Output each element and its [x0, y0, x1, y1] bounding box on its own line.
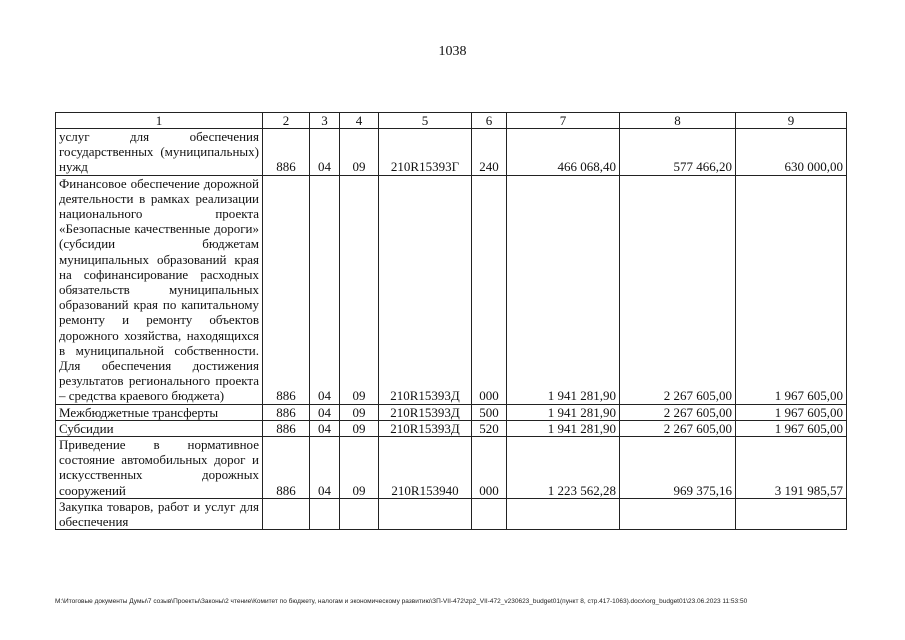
- row-name: Приведение в нормативное состояние автомобильных дорог и искусственных дорожных сооружений: [56, 437, 263, 499]
- row-amount-col9: [736, 498, 847, 529]
- row-ministry-code: 886: [263, 129, 310, 176]
- row-section: 04: [310, 420, 340, 436]
- row-amount-col7: 466 068,40: [507, 129, 620, 176]
- row-subsection: [340, 498, 379, 529]
- row-section: 04: [310, 437, 340, 499]
- row-section: [310, 498, 340, 529]
- row-amount-col8: 577 466,20: [620, 129, 736, 176]
- row-subsection: 09: [340, 129, 379, 176]
- col-header-8: 8: [620, 113, 736, 129]
- row-amount-col7: [507, 498, 620, 529]
- row-expense-type: 500: [472, 404, 507, 420]
- row-target-article: 210R15393Г: [379, 129, 472, 176]
- row-ministry-code: 886: [263, 175, 310, 404]
- col-header-1: 1: [56, 113, 263, 129]
- row-amount-col7: 1 223 562,28: [507, 437, 620, 499]
- row-name: Финансовое обеспечение дорожной деятельности в рамках реализации национального проекта «Безопасные качественные дороги» (субсидии бюджетам муниципальных образований края на софинансирование расходных обязательств муниципальных образований края по капитальному ремонту и ремонту объектов дорожного хозяйства, находящихся в муниципальной собственности. Для обеспечения достижения результатов регионального проекта – средства краевого бюджета): [56, 175, 263, 404]
- row-name: услуг для обеспечения государственных (муниципальных) нужд: [56, 129, 263, 176]
- col-header-7: 7: [507, 113, 620, 129]
- row-name: Субсидии: [56, 420, 263, 436]
- budget-table: [55, 112, 847, 530]
- row-ministry-code: [263, 498, 310, 529]
- row-subsection: 09: [340, 420, 379, 436]
- row-amount-col9: 1 967 605,00: [736, 175, 847, 404]
- row-expense-type: 000: [472, 175, 507, 404]
- row-expense-type: [472, 498, 507, 529]
- row-target-article: 210R15393Д: [379, 404, 472, 420]
- row-target-article: 210R153940: [379, 437, 472, 499]
- row-target-article: 210R15393Д: [379, 175, 472, 404]
- row-amount-col8: 2 267 605,00: [620, 404, 736, 420]
- table-row: [56, 404, 847, 420]
- table-header-row: [56, 113, 847, 129]
- row-subsection: 09: [340, 437, 379, 499]
- row-amount-col7: 1 941 281,90: [507, 420, 620, 436]
- row-amount-col9: 1 967 605,00: [736, 404, 847, 420]
- row-amount-col9: 630 000,00: [736, 129, 847, 176]
- row-subsection: 09: [340, 404, 379, 420]
- row-amount-col7: 1 941 281,90: [507, 404, 620, 420]
- row-ministry-code: 886: [263, 420, 310, 436]
- row-amount-col8: [620, 498, 736, 529]
- row-amount-col8: 969 375,16: [620, 437, 736, 499]
- row-name: Межбюджетные трансферты: [56, 404, 263, 420]
- col-header-6: 6: [472, 113, 507, 129]
- row-expense-type: 520: [472, 420, 507, 436]
- col-header-3: 3: [310, 113, 340, 129]
- table-row: [56, 437, 847, 499]
- row-amount-col8: 2 267 605,00: [620, 420, 736, 436]
- col-header-9: 9: [736, 113, 847, 129]
- document-path-footer: M:\Итоговые документы Думы\7 созыв\Проекты\Законы\2 чтение\Комитет по бюджету, налогам и экономическому развитию\ЗП-VII-472\zp2_VII-472_v230623_budget01(пункт 8, стр.417-1063).docx\org_budget01\23.06.2023 11:53:50: [55, 598, 748, 605]
- row-ministry-code: 886: [263, 404, 310, 420]
- page-number: 1038: [438, 44, 467, 59]
- row-section: 04: [310, 404, 340, 420]
- row-ministry-code: 886: [263, 437, 310, 499]
- row-amount-col9: 1 967 605,00: [736, 420, 847, 436]
- table-row: [56, 498, 847, 529]
- row-target-article: 210R15393Д: [379, 420, 472, 436]
- row-name: Закупка товаров, работ и услуг для обеспечения: [56, 498, 263, 529]
- col-header-5: 5: [379, 113, 472, 129]
- table-row: [56, 420, 847, 436]
- col-header-4: 4: [340, 113, 379, 129]
- row-expense-type: 000: [472, 437, 507, 499]
- row-section: 04: [310, 129, 340, 176]
- row-subsection: 09: [340, 175, 379, 404]
- table-row: [56, 175, 847, 404]
- row-amount-col9: 3 191 985,57: [736, 437, 847, 499]
- row-target-article: [379, 498, 472, 529]
- table-row: [56, 129, 847, 176]
- row-section: 04: [310, 175, 340, 404]
- col-header-2: 2: [263, 113, 310, 129]
- row-expense-type: 240: [472, 129, 507, 176]
- row-amount-col7: 1 941 281,90: [507, 175, 620, 404]
- row-amount-col8: 2 267 605,00: [620, 175, 736, 404]
